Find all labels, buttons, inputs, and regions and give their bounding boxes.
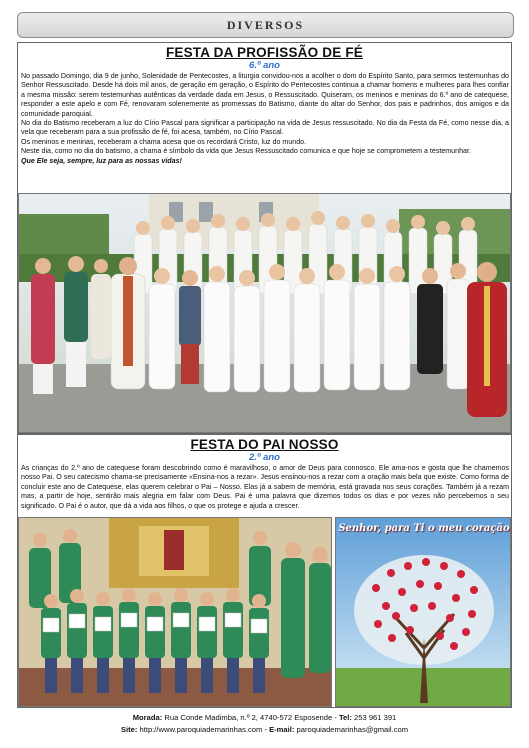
article2-body: [18, 463, 511, 511]
site-label: Site:: [120, 725, 138, 734]
footer-contact-line: Site: http://www.paroquiademarinhas.com - E-mail: paroquiademarinhas@gmail.com: [120, 725, 409, 734]
article1-paragraph: No passado Domingo, dia 9 de junho, Solenidade de Pentecostes, a liturgia convidou-nos a acolher o dom do Espírito Santo, para sermos testemunhas do Senhor Ressuscitado. Desde há dois mil anos, de geração em geração, o Espírito do Pentecostes continua a chamar homens e mulheres para lhes confiar a mesma missão: serem testemunhas autênticas da verdade dada em Jesus, o Ressuscitado. Quiseram, os meninos e meninas do 6.º ano de catequese, responder a este apelo e com Fé, renovaram solenemente as promessas do Batismo, diante do altar do Senhor, dos pais e padrinhos, dos amigos e da comunidade paroquial.: [21, 72, 509, 118]
phone-value: 253 961 391: [354, 713, 397, 722]
article1-paragraph: No dia do Batismo receberam a luz do Círio Pascal para significar a participação na vida de Jesus ressuscitado. No dia da Festa da Fé, como nesse dia, a vela que receberam para a sua profissão de fé, foi acesa, também, no Círio Pascal.: [21, 119, 509, 137]
section-header-title: DIVERSOS: [226, 17, 305, 32]
article1-closing: Que Ele seja, sempre, luz para as nossas vidas!: [21, 156, 182, 165]
section-header: [17, 12, 514, 38]
footer-address-line: Morada: Rua Conde Madimba, n.º 2, 4740-572 Esposende - Tel: 253 961 391: [132, 713, 397, 722]
phone-label: Tel:: [338, 713, 352, 722]
address-label: Morada:: [132, 713, 163, 722]
article1-title: FESTA DA PROFISSÃO DE FÉ: [165, 45, 364, 60]
article1-paragraph: Os meninos e meninas, receberam a chama acesa que os recordará Cristo, luz do mundo.: [21, 137, 307, 146]
group-photo-pai-nosso: [18, 517, 332, 707]
footer: [0, 712, 529, 736]
article1-paragraph: Neste dia, como no dia do batismo, a chama é símbolo da vida que Jesus Ressuscitado comunica e que hoje se comprometem a testemunhar.: [21, 147, 471, 156]
group-photo-profissao-de-fe: [18, 193, 511, 433]
artwork-title: Senhor, para Ti o meu coração: [338, 523, 510, 534]
article-profissao-de-fe: [17, 42, 512, 434]
article2-paragraph: As crianças do 2.º ano de catequese foram descobrindo como é maravilhoso, o amor de Deus para connosco. Ele ama-nos e gosta que lhe chamemos nosso Pai. O seu catecismo chama-se precisamente «Ensina-nos a rezar». Jesus ensinou-nos a rezar com a oração mais bela que existe. Como forma de concluir este ano de Catequese, elas querem celebrar o Pai – Nosso. Elas já a sabem de memória, está gravada nos seus corações. Também já a rezam mas, a partir de hoje, sentirão mais alegria em falar com Deus. Pai é uma palavra que dizemos todos os dias e por vezes não percebemos o seu significado. O Pai é o autor, que dá a vida aos filhos, o que os protege e ajuda a crescer.: [21, 464, 509, 510]
email-link[interactable]: paroquiademarinhas@gmail.com: [296, 725, 409, 734]
article2-title: FESTA DO PAI NOSSO: [190, 437, 339, 452]
heart-tree-illustration: [336, 518, 511, 707]
group-photo-illustration: [19, 194, 511, 433]
email-label: E-mail:: [269, 725, 295, 734]
article1-subtitle: 6.º ano: [249, 60, 280, 71]
article-pai-nosso: [17, 434, 512, 708]
article2-subtitle: 2.º ano: [249, 452, 280, 463]
address-value: Rua Conde Madimba, n.º 2, 4740-572 Esposende: [164, 713, 333, 722]
church-group-illustration: [19, 518, 332, 707]
heart-tree-artwork: [335, 517, 511, 707]
article1-body: [18, 71, 511, 166]
site-link[interactable]: http://www.paroquiademarinhas.com: [139, 725, 263, 734]
